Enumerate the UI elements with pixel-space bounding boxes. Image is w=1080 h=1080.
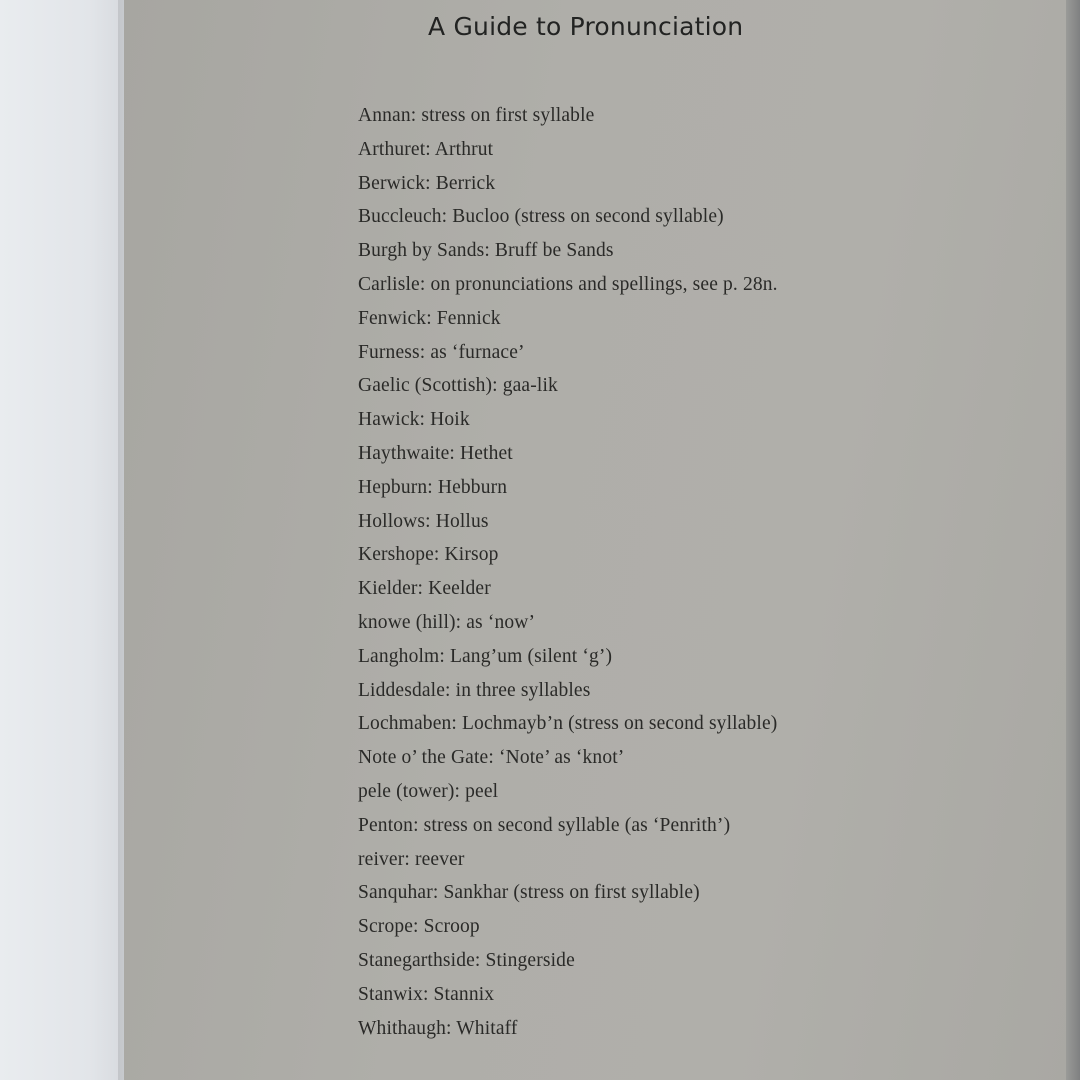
- list-item: Kielder: Keelder: [358, 578, 491, 600]
- list-item: Berwick: Berrick: [358, 172, 496, 194]
- list-item: Furness: as ‘furnace’: [358, 341, 525, 363]
- list-item: reiver: reever: [358, 848, 465, 870]
- list-item: Haythwaite: Hethet: [358, 442, 513, 464]
- list-item: Hollows: Hollus: [358, 510, 489, 532]
- list-item: Liddesdale: in three syllables: [358, 679, 591, 701]
- list-item: Stanegarthside: Stingerside: [358, 949, 575, 971]
- list-item: Sanquhar: Sankhar (stress on first syllable): [358, 882, 700, 904]
- pronunciation-list: [358, 99, 778, 1045]
- list-item: Lochmaben: Lochmayb’n (stress on second syllable): [358, 713, 778, 735]
- facing-page: [0, 0, 128, 1080]
- list-item: Burgh by Sands: Bruff be Sands: [358, 240, 614, 262]
- page-title: A Guide to Pronunciation: [428, 12, 744, 41]
- list-item: Buccleuch: Bucloo (stress on second syllable): [358, 206, 724, 228]
- list-item: Scrope: Scroop: [358, 916, 480, 938]
- list-item: Stanwix: Stannix: [358, 983, 495, 1005]
- list-item: Note o’ the Gate: ‘Note’ as ‘knot’: [358, 747, 625, 769]
- list-item: Langholm: Lang’um (silent ‘g’): [358, 645, 613, 667]
- list-item: Gaelic (Scottish): gaa-lik: [358, 375, 558, 397]
- list-item: Arthuret: Arthrut: [358, 138, 494, 160]
- page-edge: [1066, 0, 1080, 1080]
- list-item: Annan: stress on first syllable: [358, 105, 595, 126]
- list-item: Fenwick: Fennick: [358, 307, 501, 329]
- list-item: Whithaugh: Whitaff: [358, 1017, 518, 1039]
- list-item: Carlisle: on pronunciations and spellings, see p. 28n.: [358, 273, 778, 295]
- list-item: pele (tower): peel: [358, 780, 499, 802]
- list-item: Kershope: Kirsop: [358, 544, 499, 566]
- list-item: Hepburn: Hebburn: [358, 476, 508, 498]
- list-item: knowe (hill): as ‘now’: [358, 611, 536, 633]
- list-item: Hawick: Hoik: [358, 409, 470, 431]
- list-item: Penton: stress on second syllable (as ‘Penrith’): [358, 814, 731, 836]
